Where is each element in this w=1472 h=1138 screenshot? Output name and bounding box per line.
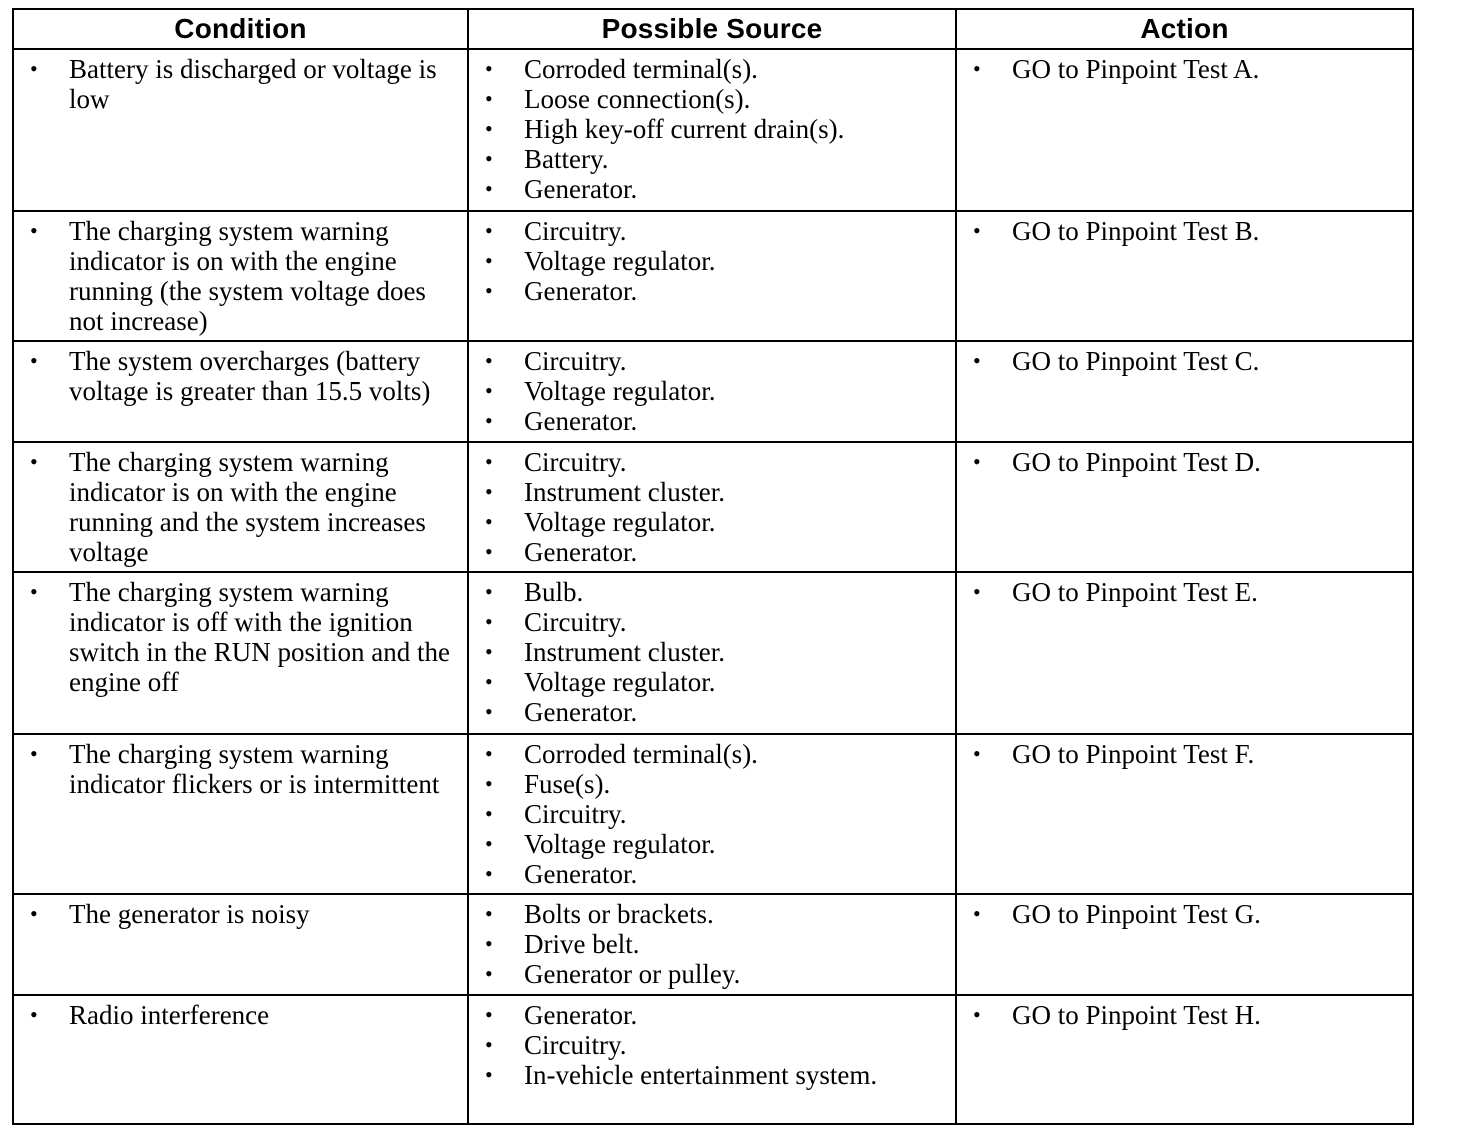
source-item: • Instrument cluster. [469,637,955,667]
source-item: • Bulb. [469,577,955,607]
source-item: • Voltage regulator. [469,667,955,697]
condition-text: • The system overcharges (battery voltage is greater than 15.5 volts) [14,346,467,406]
condition-cell [13,341,468,442]
table-row [13,442,1413,572]
condition-text: • The generator is noisy [14,899,467,929]
source-cell [468,995,956,1124]
condition-text: • The charging system warning indicator is off with the ignition switch in the RUN position and the engine off [14,577,467,697]
source-cell [468,894,956,995]
condition-cell [13,894,468,995]
source-item: • Generator. [469,697,955,727]
table-row [13,49,1413,211]
action-cell [956,341,1413,442]
condition-text: • The charging system warning indicator is on with the engine running (the system voltage does not increase) [14,216,467,336]
source-item: • Drive belt. [469,929,955,959]
source-cell [468,442,956,572]
header-possible-source: Possible Source [468,9,956,49]
source-item: • Circuitry. [469,346,955,376]
header-condition: Condition [13,9,468,49]
condition-text: • The charging system warning indicator flickers or is intermittent [14,739,467,799]
source-item: • Circuitry. [469,447,955,477]
source-item: • In-vehicle entertainment system. [469,1060,955,1090]
condition-text: • Battery is discharged or voltage is low [14,54,467,114]
action-cell [956,572,1413,734]
source-cell [468,341,956,442]
symptom-chart-table [12,8,1414,1125]
source-item: • Corroded terminal(s). [469,739,955,769]
source-item: • Generator. [469,537,955,567]
table-row [13,734,1413,894]
source-item: • Voltage regulator. [469,246,955,276]
source-item: • Generator. [469,859,955,889]
table-row [13,995,1413,1124]
action-cell [956,894,1413,995]
header-row [13,9,1413,49]
source-item: • Instrument cluster. [469,477,955,507]
action-cell [956,211,1413,341]
table-row [13,341,1413,442]
source-item: • Circuitry. [469,1030,955,1060]
action-text: • GO to Pinpoint Test E. [957,577,1412,607]
condition-text: • The charging system warning indicator is on with the engine running and the system increases voltage [14,447,467,567]
source-item: • Loose connection(s). [469,84,955,114]
source-item: • Voltage regulator. [469,376,955,406]
action-text: • GO to Pinpoint Test C. [957,346,1412,376]
source-item: • Generator. [469,406,955,436]
table-row [13,572,1413,734]
source-item: • Corroded terminal(s). [469,54,955,84]
action-cell [956,49,1413,211]
source-item: • Fuse(s). [469,769,955,799]
action-text: • GO to Pinpoint Test F. [957,739,1412,769]
action-text: • GO to Pinpoint Test D. [957,447,1412,477]
source-item: • Voltage regulator. [469,829,955,859]
source-item: • Generator. [469,174,955,204]
source-item: • Battery. [469,144,955,174]
action-text: • GO to Pinpoint Test G. [957,899,1412,929]
action-cell [956,734,1413,894]
source-item: • Circuitry. [469,799,955,829]
condition-text: • Radio interference [14,1000,467,1030]
source-item: • High key-off current drain(s). [469,114,955,144]
source-item: • Generator. [469,276,955,306]
source-item: • Voltage regulator. [469,507,955,537]
condition-cell [13,442,468,572]
source-item: • Circuitry. [469,216,955,246]
source-cell [468,211,956,341]
action-cell [956,442,1413,572]
condition-cell [13,572,468,734]
action-text: • GO to Pinpoint Test H. [957,1000,1412,1030]
source-cell [468,49,956,211]
header-action: Action [956,9,1413,49]
table-row [13,211,1413,341]
condition-cell [13,211,468,341]
condition-cell [13,995,468,1124]
source-item: • Bolts or brackets. [469,899,955,929]
condition-cell [13,49,468,211]
condition-cell [13,734,468,894]
table-row [13,894,1413,995]
source-item: • Generator or pulley. [469,959,955,989]
action-cell [956,995,1413,1124]
source-item: • Circuitry. [469,607,955,637]
source-cell [468,572,956,734]
action-text: • GO to Pinpoint Test B. [957,216,1412,246]
source-item: • Generator. [469,1000,955,1030]
action-text: • GO to Pinpoint Test A. [957,54,1412,84]
source-cell [468,734,956,894]
